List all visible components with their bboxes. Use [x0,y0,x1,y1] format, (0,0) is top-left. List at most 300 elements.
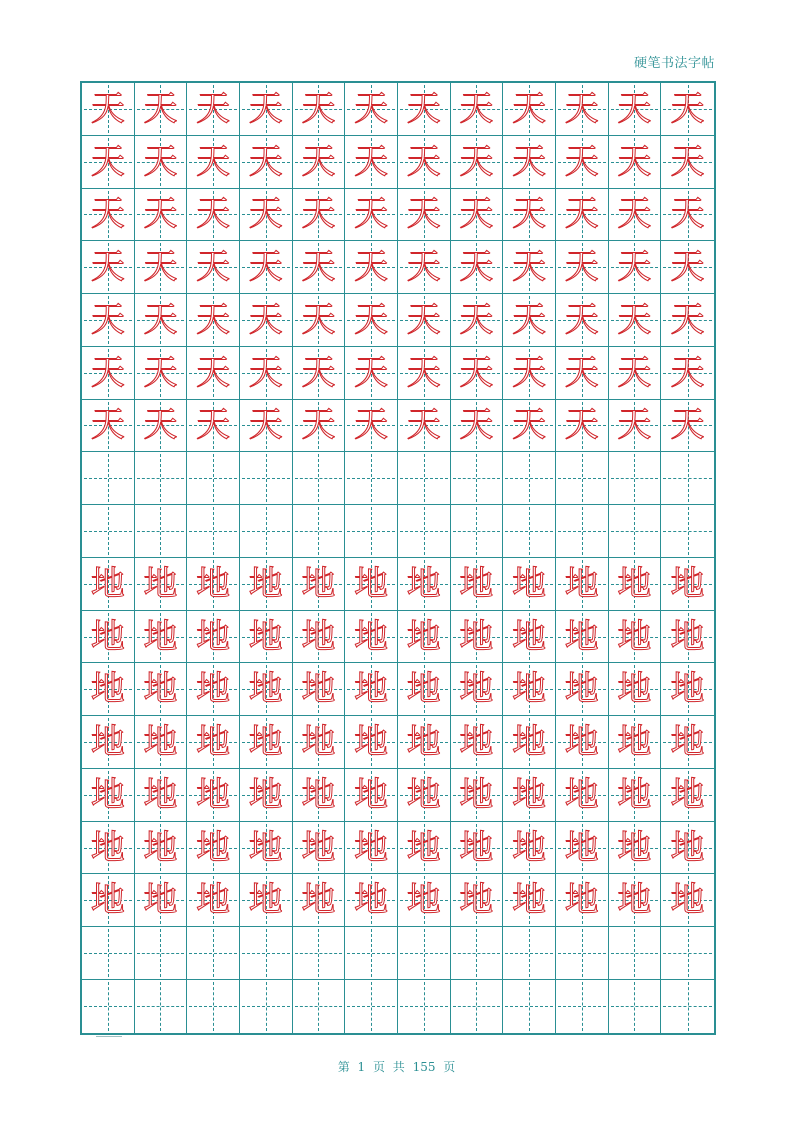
tracing-character: 天 [354,141,389,182]
practice-grid [82,83,714,1033]
tracing-character: 地 [196,722,231,763]
practice-cell [503,400,556,453]
practice-cell [503,136,556,189]
blank-practice-cell [556,927,609,980]
practice-cell [451,769,504,822]
practice-cell [293,83,346,136]
tracing-character: 地 [301,563,336,604]
practice-cell [609,716,662,769]
practice-cell [398,769,451,822]
practice-cell [82,663,135,716]
blank-practice-cell [609,505,662,558]
practice-row [82,452,714,505]
tracing-character: 天 [301,247,336,288]
tracing-character: 地 [617,669,652,710]
practice-cell [556,611,609,664]
tracing-character: 天 [143,194,178,235]
tracing-character: 地 [196,827,231,868]
practice-cell [451,558,504,611]
practice-cell [451,294,504,347]
blank-practice-cell [345,927,398,980]
tracing-character: 地 [354,563,389,604]
practice-cell [609,347,662,400]
tracing-character: 地 [143,774,178,815]
practice-cell [240,294,293,347]
practice-cell [187,83,240,136]
tracing-character: 天 [564,405,599,446]
practice-cell [135,136,188,189]
tracing-character: 天 [512,352,547,393]
practice-cell [609,769,662,822]
practice-cell [293,189,346,242]
practice-cell [135,189,188,242]
practice-cell [451,822,504,875]
tracing-character: 地 [248,827,283,868]
practice-cell [398,822,451,875]
practice-cell [398,189,451,242]
tracing-character: 地 [459,616,494,657]
tracing-character: 地 [196,616,231,657]
tracing-character: 地 [354,669,389,710]
tracing-character: 地 [512,774,547,815]
practice-row [82,505,714,558]
practice-cell [240,716,293,769]
tracing-character: 天 [512,141,547,182]
practice-cell [135,663,188,716]
practice-cell [609,189,662,242]
tracing-character: 天 [459,194,494,235]
practice-cell [661,347,714,400]
practice-cell [556,136,609,189]
practice-cell [293,136,346,189]
tracing-character: 天 [617,299,652,340]
practice-cell [609,822,662,875]
tracing-character: 天 [406,247,441,288]
practice-cell [293,558,346,611]
tracing-character: 地 [406,880,441,921]
tracing-character: 地 [406,616,441,657]
practice-cell [398,241,451,294]
blank-practice-cell [398,452,451,505]
practice-cell [293,822,346,875]
practice-cell [187,347,240,400]
blank-practice-cell [345,452,398,505]
practice-cell [451,83,504,136]
tracing-character: 天 [459,352,494,393]
practice-cell [503,611,556,664]
tracing-character: 地 [406,722,441,763]
tracing-character: 地 [512,880,547,921]
practice-cell [187,611,240,664]
practice-cell [345,136,398,189]
tracing-character: 地 [143,616,178,657]
tracing-character: 天 [670,405,705,446]
practice-row [82,558,714,611]
tracing-character: 天 [196,405,231,446]
tracing-character: 天 [90,405,125,446]
practice-cell [451,611,504,664]
tracing-character: 天 [90,194,125,235]
tracing-character: 地 [564,616,599,657]
tracing-character: 天 [670,299,705,340]
blank-practice-cell [398,927,451,980]
practice-cell [556,716,609,769]
practice-cell [187,241,240,294]
tracing-character: 天 [90,247,125,288]
practice-cell [82,558,135,611]
practice-cell [609,83,662,136]
blank-practice-cell [451,452,504,505]
practice-cell [398,558,451,611]
tracing-character: 天 [196,352,231,393]
tracing-character: 地 [670,722,705,763]
tracing-character: 天 [301,352,336,393]
practice-row [82,980,714,1033]
practice-cell [661,611,714,664]
practice-cell [240,874,293,927]
practice-cell [661,83,714,136]
tracing-character: 地 [90,722,125,763]
blank-practice-cell [293,980,346,1033]
practice-cell [82,611,135,664]
tracing-character: 天 [459,405,494,446]
practice-cell [451,874,504,927]
practice-cell [661,874,714,927]
blank-practice-cell [398,505,451,558]
practice-row [82,874,714,927]
practice-cell [240,347,293,400]
tracing-character: 地 [248,563,283,604]
tracing-character: 天 [406,141,441,182]
tracing-character: 地 [248,774,283,815]
blank-practice-cell [451,505,504,558]
blank-practice-cell [398,980,451,1033]
practice-cell [451,716,504,769]
tracing-character: 地 [354,880,389,921]
tracing-character: 天 [248,88,283,129]
practice-cell [503,347,556,400]
tracing-character: 天 [564,247,599,288]
tracing-character: 天 [90,299,125,340]
practice-cell [187,769,240,822]
tracing-character: 天 [196,299,231,340]
blank-practice-cell [556,980,609,1033]
practice-cell [609,241,662,294]
practice-row [82,136,714,189]
tracing-character: 天 [617,194,652,235]
practice-cell [135,769,188,822]
tracing-character: 天 [617,141,652,182]
tracing-character: 地 [459,827,494,868]
tracing-character: 天 [406,405,441,446]
blank-practice-cell [661,980,714,1033]
practice-cell [345,716,398,769]
tracing-character: 天 [406,88,441,129]
tracing-character: 地 [564,563,599,604]
practice-cell [135,874,188,927]
tracing-character: 地 [512,616,547,657]
practice-cell [345,611,398,664]
tracing-character: 地 [301,774,336,815]
practice-cell [609,136,662,189]
practice-cell [398,347,451,400]
blank-practice-cell [187,452,240,505]
practice-cell [451,663,504,716]
tracing-character: 天 [459,299,494,340]
tracing-character: 地 [459,563,494,604]
tracing-character: 地 [90,880,125,921]
tracing-character: 地 [617,774,652,815]
practice-cell [240,769,293,822]
tracing-character: 地 [512,563,547,604]
practice-cell [240,558,293,611]
practice-cell [345,83,398,136]
practice-cell [503,83,556,136]
practice-cell [187,822,240,875]
tracing-character: 地 [354,774,389,815]
page-footer: 第 1 页 共 155 页 [337,1060,456,1074]
tracing-character: 地 [459,722,494,763]
practice-cell [503,874,556,927]
practice-cell [345,874,398,927]
practice-cell [240,400,293,453]
tracing-character: 地 [248,616,283,657]
tracing-character: 地 [617,563,652,604]
tracing-character: 地 [143,880,178,921]
practice-cell [187,716,240,769]
blank-practice-cell [345,980,398,1033]
practice-cell [293,874,346,927]
blank-practice-cell [503,452,556,505]
blank-practice-cell [82,980,135,1033]
practice-cell [503,558,556,611]
practice-cell [398,663,451,716]
practice-cell [240,822,293,875]
practice-row [82,347,714,400]
practice-cell [661,400,714,453]
tracing-character: 天 [564,88,599,129]
practice-cell [135,558,188,611]
blank-practice-cell [503,927,556,980]
practice-cell [661,189,714,242]
practice-cell [451,241,504,294]
tracing-character: 天 [90,352,125,393]
practice-cell [293,769,346,822]
tracing-character: 天 [301,405,336,446]
practice-cell [451,400,504,453]
tracing-character: 地 [301,616,336,657]
practice-cell [345,241,398,294]
tracing-character: 天 [354,247,389,288]
tracing-character: 天 [248,247,283,288]
practice-cell [556,241,609,294]
tracing-character: 地 [617,722,652,763]
practice-cell [135,241,188,294]
blank-practice-cell [556,452,609,505]
tracing-character: 地 [406,774,441,815]
tracing-character: 地 [196,880,231,921]
practice-cell [345,294,398,347]
practice-cell [609,874,662,927]
blank-practice-cell [661,505,714,558]
practice-cell [345,189,398,242]
practice-cell [135,400,188,453]
blank-practice-cell [661,452,714,505]
practice-cell [661,136,714,189]
tracing-character: 地 [301,827,336,868]
tracing-character: 地 [90,669,125,710]
practice-cell [556,874,609,927]
practice-cell [293,294,346,347]
tracing-character: 地 [670,880,705,921]
tracing-character: 天 [143,352,178,393]
practice-cell [82,347,135,400]
practice-cell [187,874,240,927]
practice-cell [503,663,556,716]
tracing-character: 天 [90,88,125,129]
practice-row [82,189,714,242]
tracing-character: 天 [90,141,125,182]
tracing-character: 地 [354,722,389,763]
tracing-character: 天 [564,141,599,182]
practice-cell [609,400,662,453]
tracing-character: 天 [512,88,547,129]
blank-practice-cell [503,505,556,558]
practice-cell [240,663,293,716]
tracing-character: 地 [248,669,283,710]
tracing-character: 天 [670,141,705,182]
tracing-character: 地 [301,669,336,710]
practice-row [82,83,714,136]
practice-cell [609,294,662,347]
practice-cell [503,189,556,242]
blank-practice-cell [135,505,188,558]
practice-cell [82,136,135,189]
practice-cell [82,822,135,875]
tracing-character: 天 [248,405,283,446]
tracing-character: 天 [564,352,599,393]
tracing-character: 天 [301,299,336,340]
practice-cell [556,400,609,453]
blank-practice-cell [135,452,188,505]
blank-practice-cell [240,927,293,980]
tracing-character: 地 [301,880,336,921]
practice-cell [503,241,556,294]
practice-row [82,294,714,347]
practice-cell [661,716,714,769]
practice-cell [82,400,135,453]
tracing-character: 地 [564,774,599,815]
practice-cell [82,874,135,927]
tracing-character: 天 [564,194,599,235]
tracing-character: 天 [354,405,389,446]
practice-cell [503,822,556,875]
practice-cell [503,716,556,769]
practice-cell [135,716,188,769]
tracing-character: 天 [617,405,652,446]
practice-cell [556,189,609,242]
practice-row [82,927,714,980]
tracing-character: 地 [617,616,652,657]
tracing-character: 天 [617,247,652,288]
practice-cell [661,769,714,822]
tracing-character: 地 [512,722,547,763]
practice-cell [135,294,188,347]
practice-cell [293,241,346,294]
tracing-character: 天 [248,141,283,182]
practice-row [82,611,714,664]
practice-cell [609,611,662,664]
practice-cell [556,294,609,347]
tracing-character: 天 [512,194,547,235]
tracing-character: 地 [512,669,547,710]
tracing-character: 天 [196,88,231,129]
practice-cell [661,663,714,716]
practice-row [82,241,714,294]
practice-cell [187,663,240,716]
tracing-character: 天 [301,88,336,129]
tracing-character: 地 [196,774,231,815]
practice-cell [451,189,504,242]
tracing-character: 天 [354,88,389,129]
tracing-character: 地 [459,774,494,815]
tracing-character: 天 [512,405,547,446]
practice-cell [187,189,240,242]
practice-cell [556,663,609,716]
practice-cell [398,611,451,664]
tracing-character: 地 [564,722,599,763]
practice-cell [661,822,714,875]
tracing-character: 地 [670,669,705,710]
practice-cell [398,136,451,189]
tracing-character: 地 [90,616,125,657]
practice-cell [293,716,346,769]
practice-cell [609,558,662,611]
blank-practice-cell [451,927,504,980]
blank-practice-cell [609,980,662,1033]
tracing-character: 地 [143,563,178,604]
tracing-character: 地 [617,880,652,921]
tracing-character: 天 [617,88,652,129]
practice-cell [556,769,609,822]
practice-row [82,400,714,453]
tracing-character: 地 [248,880,283,921]
tracing-character: 地 [564,880,599,921]
practice-cell [240,241,293,294]
practice-cell [345,400,398,453]
tracing-character: 地 [143,669,178,710]
tracing-character: 天 [406,194,441,235]
tracing-character: 天 [196,141,231,182]
practice-cell [503,294,556,347]
practice-cell [293,347,346,400]
blank-practice-cell [135,927,188,980]
tracing-character: 天 [143,88,178,129]
blank-practice-cell [240,452,293,505]
practice-cell [451,347,504,400]
tracing-character: 天 [301,141,336,182]
practice-cell [135,83,188,136]
practice-cell [135,347,188,400]
tracing-character: 天 [301,194,336,235]
practice-cell [293,611,346,664]
blank-practice-cell [240,505,293,558]
practice-cell [82,294,135,347]
practice-cell [135,611,188,664]
tracing-character: 地 [406,563,441,604]
practice-cell [556,347,609,400]
tracing-character: 天 [143,141,178,182]
